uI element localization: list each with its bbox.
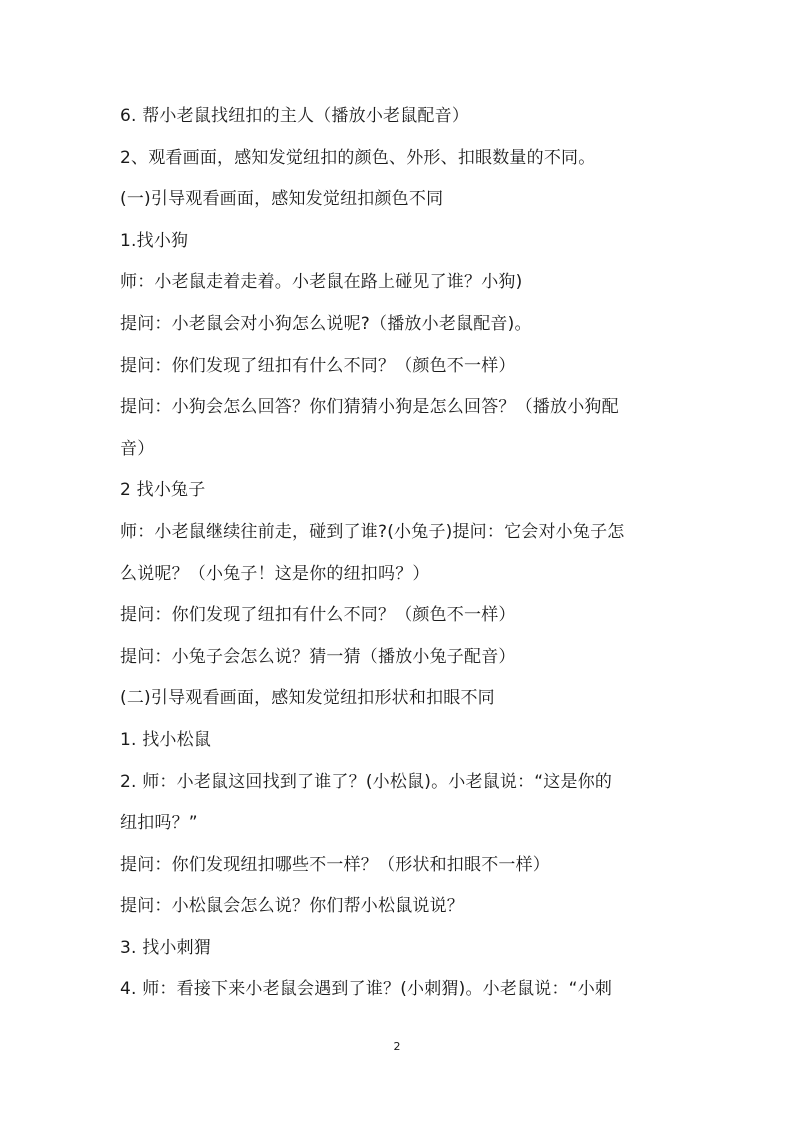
- text-line: 音）: [120, 438, 155, 459]
- text-line: 2、观看画面，感知发觉纽扣的颜色、外形、扣眼数量的不同。: [120, 147, 596, 168]
- text-line: 提问：小狗会怎么回答？你们猜猜小狗是怎么回答？（播放小狗配: [120, 397, 619, 418]
- text-line: 3. 找小刺猬: [120, 937, 212, 958]
- page-number: 2: [393, 1040, 401, 1053]
- text-line: 纽扣吗？”: [120, 813, 198, 834]
- text-line: 提问：小兔子会怎么说？猜一猜（播放小兔子配音）: [120, 646, 516, 667]
- text-line: 么说呢？（小兔子！这是你的纽扣吗？）: [120, 563, 430, 584]
- text-line: 2 找小兔子: [120, 480, 206, 501]
- text-line: 师：小老鼠走着走着。小老鼠在路上碰见了谁？小狗): [120, 272, 523, 293]
- document-body: [120, 96, 680, 1011]
- text-line: (二)引导观看画面，感知发觉纽扣形状和扣眼不同: [120, 688, 495, 709]
- text-line: 提问：你们发现纽扣哪些不一样？（形状和扣眼不一样）: [120, 854, 550, 875]
- text-line: 2. 师：小老鼠这回找到了谁了？(小松鼠)。小老鼠说：“这是你的: [120, 771, 613, 792]
- text-line: 4. 师：看接下来小老鼠会遇到了谁？(小刺猬)。小老鼠说：“小刺: [120, 979, 613, 1000]
- text-line: 提问：你们发现了纽扣有什么不同？（颜色不一样）: [120, 605, 516, 626]
- text-line: 6. 帮小老鼠找纽扣的主人（播放小老鼠配音）: [120, 106, 470, 126]
- text-line: 提问：小松鼠会怎么说？你们帮小松鼠说说？: [120, 896, 464, 917]
- text-line: (一)引导观看画面，感知发觉纽扣颜色不同: [120, 189, 444, 210]
- text-line: 提问：你们发现了纽扣有什么不同？（颜色不一样）: [120, 355, 516, 376]
- text-line: 提问：小老鼠会对小狗怎么说呢?（播放小老鼠配音)。: [120, 313, 532, 334]
- text-line: 1. 找小松鼠: [120, 729, 212, 750]
- text-line: 1.找小狗: [120, 230, 189, 251]
- text-line: 师：小老鼠继续往前走，碰到了谁?(小兔子)提问：它会对小兔子怎: [120, 521, 625, 542]
